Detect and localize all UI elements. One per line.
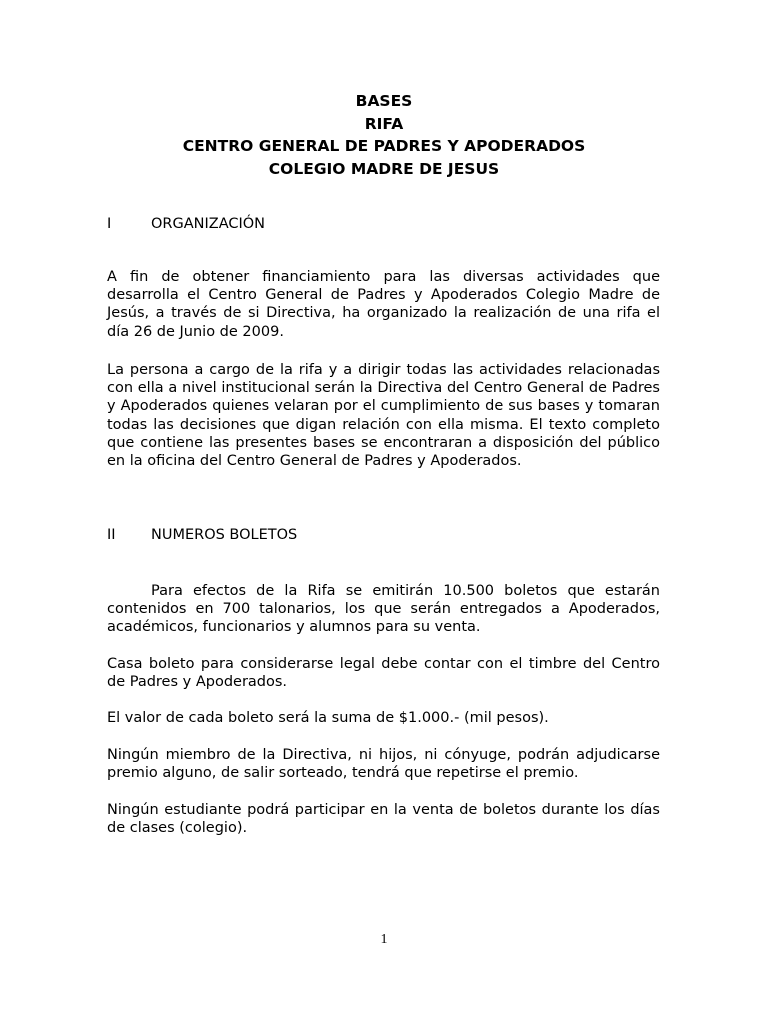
document-title [0, 90, 768, 180]
title-line-bases: BASES [355, 92, 413, 110]
paragraph-persona-a-cargo: La persona a cargo de la rifa y a dirigir todas las actividades relacionadas con ella a nivel institucional serán la Directiva del Centro General de Padres y Apoderados quienes velaran por el cumplimiento de sus bases y tomaran todas las decisiones que digan relación con ella misma. El texto completo que contiene las presentes bases se encontraran a disposición del público en la oficina del Centro General de Padres y Apoderados. [107, 362, 660, 470]
paragraph-financiamiento: A fin de obtener financiamiento para las diversas actividades que desarrolla el Centro General de Padres y Apoderados Colegio Madre de Jesús, a través de si Directiva, ha organizado la realización de una rifa el día 26 de Junio de 2009. [107, 269, 660, 340]
section-heading-numeros-boletos [107, 525, 667, 545]
paragraph-timbre: Casa boleto para considerarse legal debe contar con el timbre del Centro de Padres y Apoderados. [107, 656, 660, 691]
paragraph-valor-boleto: El valor de cada boleto será la suma de $1.000.- (mil pesos). [107, 710, 549, 726]
paragraph-estudiantes: Ningún estudiante podrá participar en la venta de boletos durante los días de clases (colegio). [107, 802, 660, 837]
paragraph-emision-boletos: Para efectos de la Rifa se emitirán 10.500 boletos que estarán contenidos en 700 talonarios, los que serán entregados a Apoderados, académicos, funcionarios y alumnos para su venta. [107, 583, 660, 636]
title-line-rifa: RIFA [364, 114, 404, 133]
title-line-centro: CENTRO GENERAL DE PADRES Y APODERADOS [182, 137, 586, 155]
section-numeral: II [107, 527, 116, 543]
section-heading-organizacion [107, 214, 667, 234]
section-numeral: I [107, 216, 112, 232]
page-number: 1 [380, 932, 388, 947]
paragraph-directiva-premio: Ningún miembro de la Directiva, ni hijos, ni cónyuge, podrán adjudicarse premio alguno, de salir sorteado, tendrá que repetirse el premio. [107, 747, 660, 782]
section-heading-text: NUMEROS BOLETOS [151, 527, 298, 543]
section-heading-text: ORGANIZACIÓN [151, 216, 266, 232]
title-line-colegio: COLEGIO MADRE DE JESUS [268, 159, 500, 178]
